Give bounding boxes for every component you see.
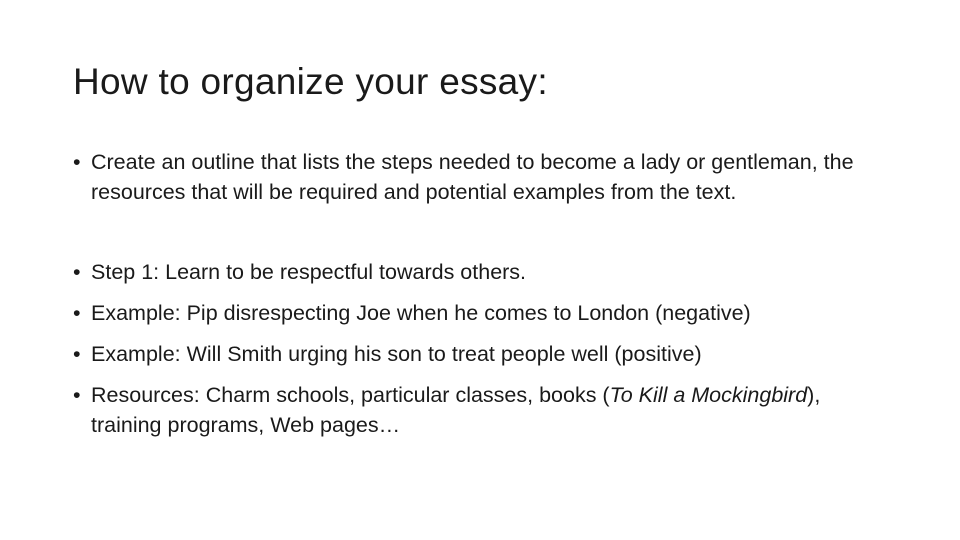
bullet-icon: • bbox=[73, 301, 81, 325]
slide-body bbox=[73, 147, 893, 440]
bullet-icon: • bbox=[73, 260, 81, 284]
bullet-icon: • bbox=[73, 150, 81, 174]
bullet-text-example-pip: Example: Pip disrespecting Joe when he comes to London (negative) bbox=[91, 301, 751, 325]
bullet-icon: • bbox=[73, 342, 81, 366]
bullet-item-resources bbox=[73, 380, 893, 440]
bullet-text-resources bbox=[91, 383, 820, 437]
bullet-text-example-will-smith: Example: Will Smith urging his son to treat people well (positive) bbox=[91, 342, 702, 366]
bullet-icon: • bbox=[73, 383, 81, 407]
slide-title: How to organize your essay: bbox=[73, 61, 548, 102]
bullet-item-step-1 bbox=[73, 257, 893, 287]
resources-prefix: Resources: Charm schools, particular classes, books ( bbox=[91, 383, 610, 407]
bullet-text-step-1: Step 1: Learn to be respectful towards others. bbox=[91, 260, 527, 284]
bullet-item-example-will-smith bbox=[73, 339, 893, 369]
bullet-item-example-pip bbox=[73, 298, 893, 328]
resources-suffix: ), training programs, Web pages… bbox=[91, 383, 821, 437]
bullet-item-outline bbox=[73, 147, 893, 207]
bullet-text-outline: Create an outline that lists the steps needed to become a lady or gentleman, the resources that will be required and potential examples from the text. bbox=[91, 150, 854, 204]
book-title: To Kill a Mockingbird bbox=[609, 383, 808, 407]
